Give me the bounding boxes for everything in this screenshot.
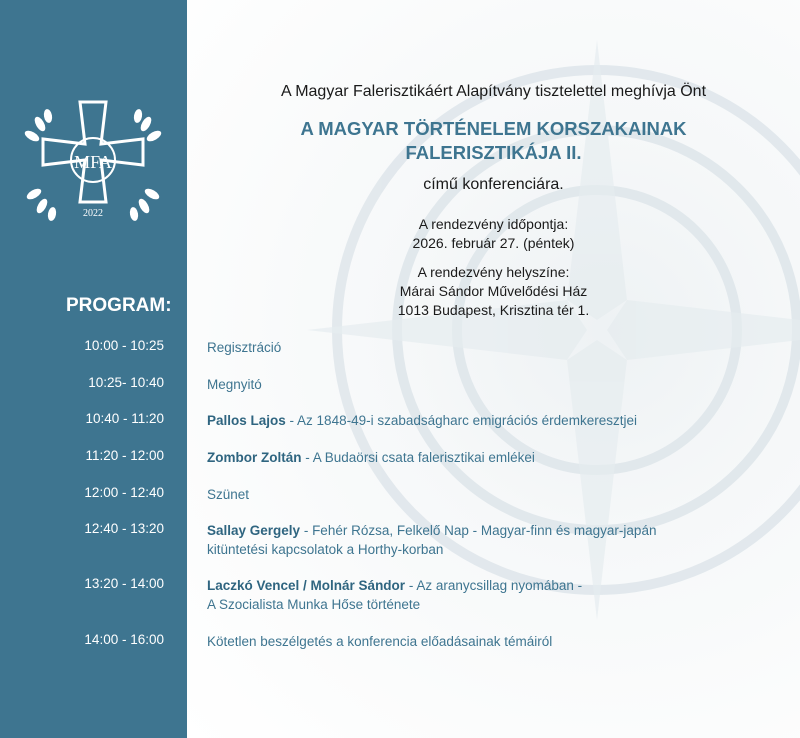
program-speaker: Sallay Gergely <box>207 523 301 538</box>
program-time: 11:20 - 12:00 <box>85 448 164 463</box>
program-entry <box>207 576 787 614</box>
program-entry <box>207 338 787 357</box>
program-topic: Fehér Rózsa, Felkelő Nap - Magyar-finn és magyar-japán <box>312 523 657 538</box>
venue-label: A rendezvény helyszíne: <box>417 264 570 280</box>
program-time: 12:40 - 13:20 <box>84 521 164 536</box>
maltese-cross-laurel-icon <box>18 84 168 234</box>
program-separator: - <box>300 523 313 538</box>
program-speaker: Pallos Lajos <box>207 413 286 428</box>
conference-title <box>187 117 800 165</box>
conference-subtitle: című konferenciára. <box>423 176 564 193</box>
program-topic: Szünet <box>207 487 250 502</box>
program-separator: - <box>405 578 417 593</box>
program-separator: - <box>285 413 298 428</box>
venue-name: Márai Sándor Művelődési Ház <box>399 283 588 299</box>
date-value: 2026. február 27. (péntek) <box>412 235 575 251</box>
program-topic: Regisztráció <box>207 340 282 355</box>
decorative-background <box>187 0 800 738</box>
program-entry <box>207 448 787 467</box>
program-topic: Az 1848-49-i szabadságharc emigrációs érdemkeresztjei <box>297 413 637 428</box>
program-topic-continued: A Szocialista Munka Hőse története <box>207 597 421 612</box>
program-topic: A Budaörsi csata falerisztikai emlékei <box>312 450 535 465</box>
program-topic: Megnyitó <box>207 377 262 392</box>
program-time: 13:20 - 14:00 <box>84 576 164 591</box>
program-entry <box>207 485 787 504</box>
program-topic: Kötetlen beszélgetés a konferencia előadásainak témáiról <box>207 634 553 649</box>
conference-title-line-2: FALERISZTIKÁJA II. <box>405 142 582 163</box>
program-time: 10:00 - 10:25 <box>84 338 164 353</box>
sidebar <box>0 0 187 738</box>
program-time: 14:00 - 16:00 <box>84 632 164 647</box>
program-speaker: Laczkó Vencel / Molnár Sándor <box>207 578 406 593</box>
program-heading: PROGRAM: <box>66 295 172 316</box>
program-topic-continued: kitüntetési kapcsolatok a Horthy-korban <box>207 542 444 557</box>
program-speaker: Zombor Zoltán <box>207 450 302 465</box>
program-time: 10:25- 10:40 <box>88 375 164 390</box>
venue-address: 1013 Budapest, Krisztina tér 1. <box>397 302 590 318</box>
date-label: A rendezvény időpontja: <box>418 216 569 232</box>
program-entry <box>207 375 787 394</box>
program-time: 10:40 - 11:20 <box>85 411 164 426</box>
program-topic: Az aranycsillag nyomában - <box>416 578 583 593</box>
logo-monogram: MFA <box>74 152 112 172</box>
program-entry <box>207 632 787 651</box>
invitation-line: A Magyar Falerisztikáért Alapítvány tisztelettel meghívja Önt <box>280 83 707 100</box>
conference-title-line-1: A MAGYAR TÖRTÉNELEM KORSZAKAINAK <box>300 118 687 139</box>
program-entry <box>207 411 787 430</box>
program-entry <box>207 521 787 559</box>
order-star-watermark-icon <box>187 0 800 738</box>
program-separator: - <box>301 450 313 465</box>
logo-year: 2022 <box>83 208 103 219</box>
program-time: 12:00 - 12:40 <box>84 485 164 500</box>
